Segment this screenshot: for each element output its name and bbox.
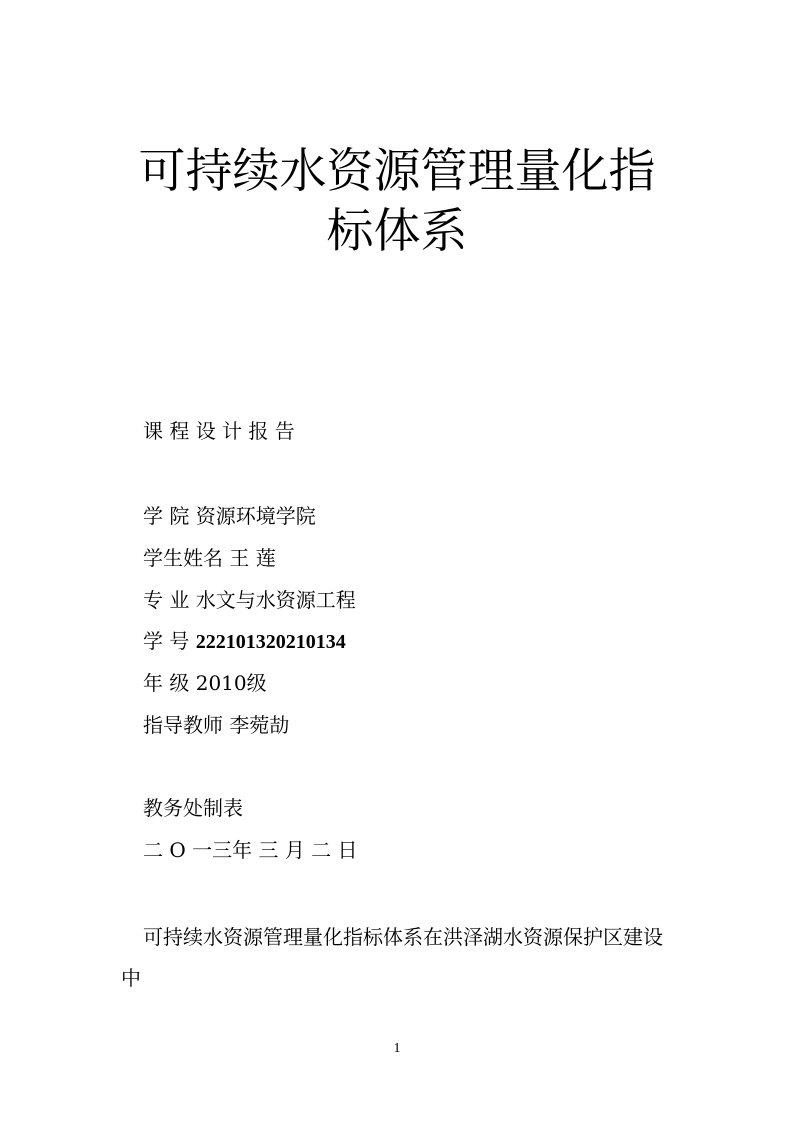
student-id-value: 222101320210134 [195, 631, 346, 653]
advisor-row [143, 712, 289, 738]
college-row [143, 503, 316, 529]
student-name-value: 王 莲 [229, 546, 276, 570]
grade-row [143, 670, 267, 696]
college-label: 学 院 [143, 504, 190, 528]
document-title-line-2: 标体系 [326, 204, 468, 259]
major-value: 水文与水资源工程 [195, 588, 356, 612]
student-id-row [143, 628, 346, 655]
report-type-label: 课 程 设 计 报 告 [143, 419, 295, 443]
student-id-label: 学 号 [143, 629, 190, 653]
body-paragraph: 可持续水资源管理量化指标体系在洪泽湖水资源保护区建设中 [121, 925, 663, 990]
student-name-label: 学生姓名 [143, 546, 223, 570]
report-date: 二 O 一三年 三 月 二 日 [143, 838, 358, 862]
college-value: 资源环境学院 [195, 504, 316, 528]
page-number: 1 [393, 1041, 401, 1056]
major-row [143, 587, 356, 613]
student-name-row [143, 545, 276, 571]
grade-value: 2010级 [195, 671, 267, 695]
document-title-line-1: 可持续水资源管理量化指 [138, 144, 656, 199]
academic-office-label: 教务处制表 [143, 796, 243, 820]
grade-label: 年 级 [143, 671, 190, 695]
advisor-label: 指导教师 [143, 713, 223, 737]
major-label: 专 业 [143, 588, 190, 612]
advisor-value: 李菀劼 [229, 713, 290, 737]
